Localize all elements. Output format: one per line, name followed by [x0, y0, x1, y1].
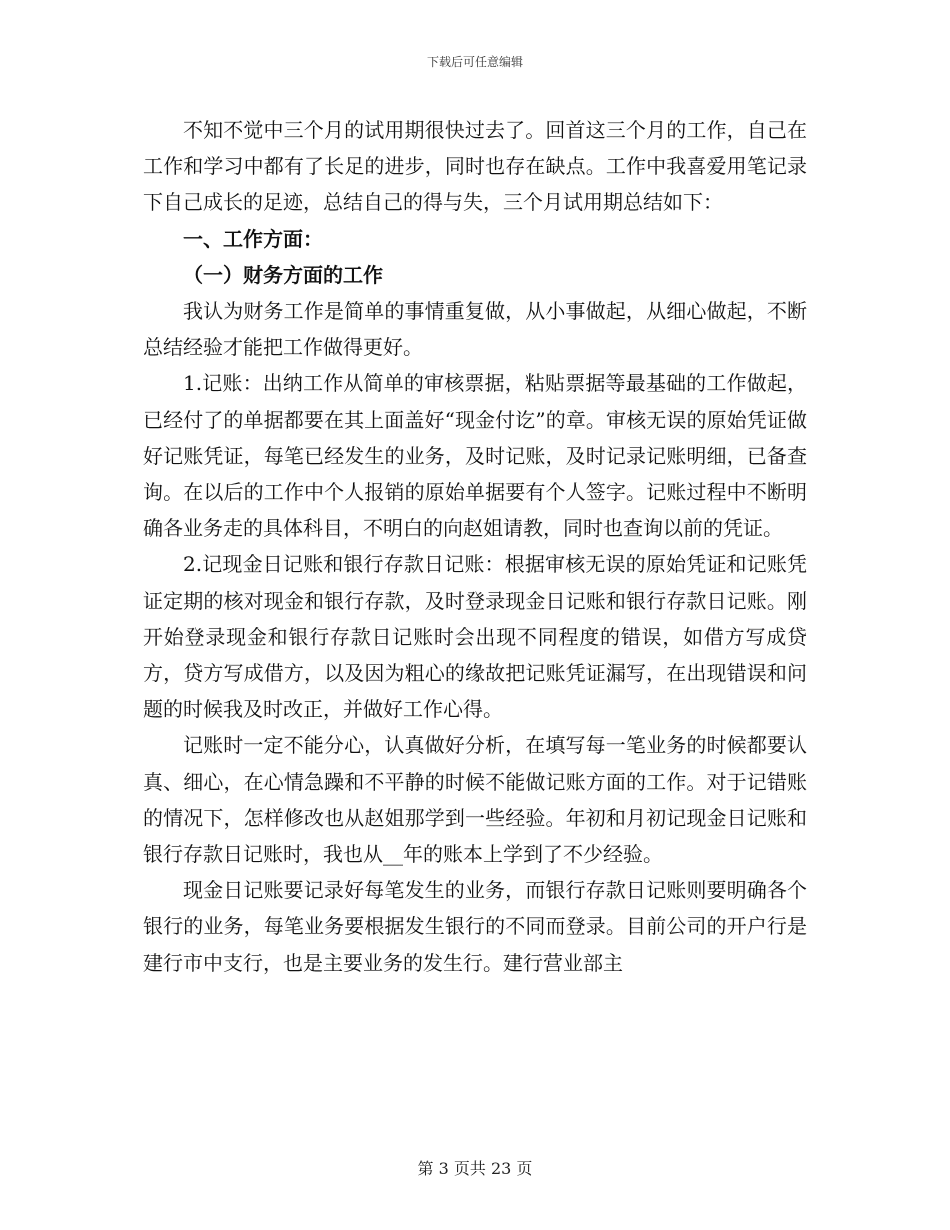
section-heading-work: 一、工作方面：	[183, 226, 323, 251]
page-number-footer: 第 3 页共 23 页	[417, 1159, 533, 1178]
paragraph-bookkeeping-care: 记账时一定不能分心，认真做好分析，在填写每一笔业务的时候都要认真、细心，在心情急躁和不平静的时候不能做记账方面的工作。对于记错账的情况下，怎样修改也从赵姐那学到一些经验。年初和月初记现金日记账和银行存款日记账时，我也从__年的账本上学到了不少经验。	[143, 733, 807, 867]
paragraph-cash-bank-journal: 现金日记账要记录好每笔发生的业务，而银行存款日记账则要明确各个银行的业务，每笔业务要根据发生银行的不同而登录。目前公司的开户行是建行市中支行，也是主要业务的发生行。建行营业部主	[143, 878, 807, 975]
paragraph-journals: 2.记现金日记账和银行存款日记账：根据审核无误的原始凭证和记账凭证定期的核对现金和银行存款，及时登录现金日记账和银行存款日记账。刚开始登录现金和银行存款日记账时会出现不同程度的错误，如借方写成贷方，贷方写成借方，以及因为粗心的缘故把记账凭证漏写，在出现错误和问题的时候我及时改正，并做好工作心得。	[143, 552, 807, 722]
subsection-heading-finance: （一）财务方面的工作	[183, 262, 383, 287]
paragraph-bookkeeping: 1.记账：出纳工作从简单的审核票据，粘贴票据等最基础的工作做起，已经付了的单据都要在其上面盖好“现金付讫”的章。审核无误的原始凭证做好记账凭证，每笔已经发生的业务，及时记账，及时记录记账明细，已备查询。在以后的工作中个人报销的原始单据要有个人签字。记账过程中不断明确各业务走的具体科目，不明白的向赵姐请教，同时也查询以前的凭证。	[143, 371, 807, 541]
document-body	[143, 112, 807, 981]
paragraph-intro: 不知不觉中三个月的试用期很快过去了。回首这三个月的工作，自己在工作和学习中都有了长足的进步，同时也存在缺点。工作中我喜爱用笔记录下自己成长的足迹，总结自己的得与失，三个月试用期总结如下：	[143, 118, 807, 215]
paragraph-finance-view: 我认为财务工作是简单的事情重复做，从小事做起，从细心做起，不断总结经验才能把工作做得更好。	[143, 299, 807, 360]
page-header-note: 下载后可任意编辑	[426, 55, 523, 69]
